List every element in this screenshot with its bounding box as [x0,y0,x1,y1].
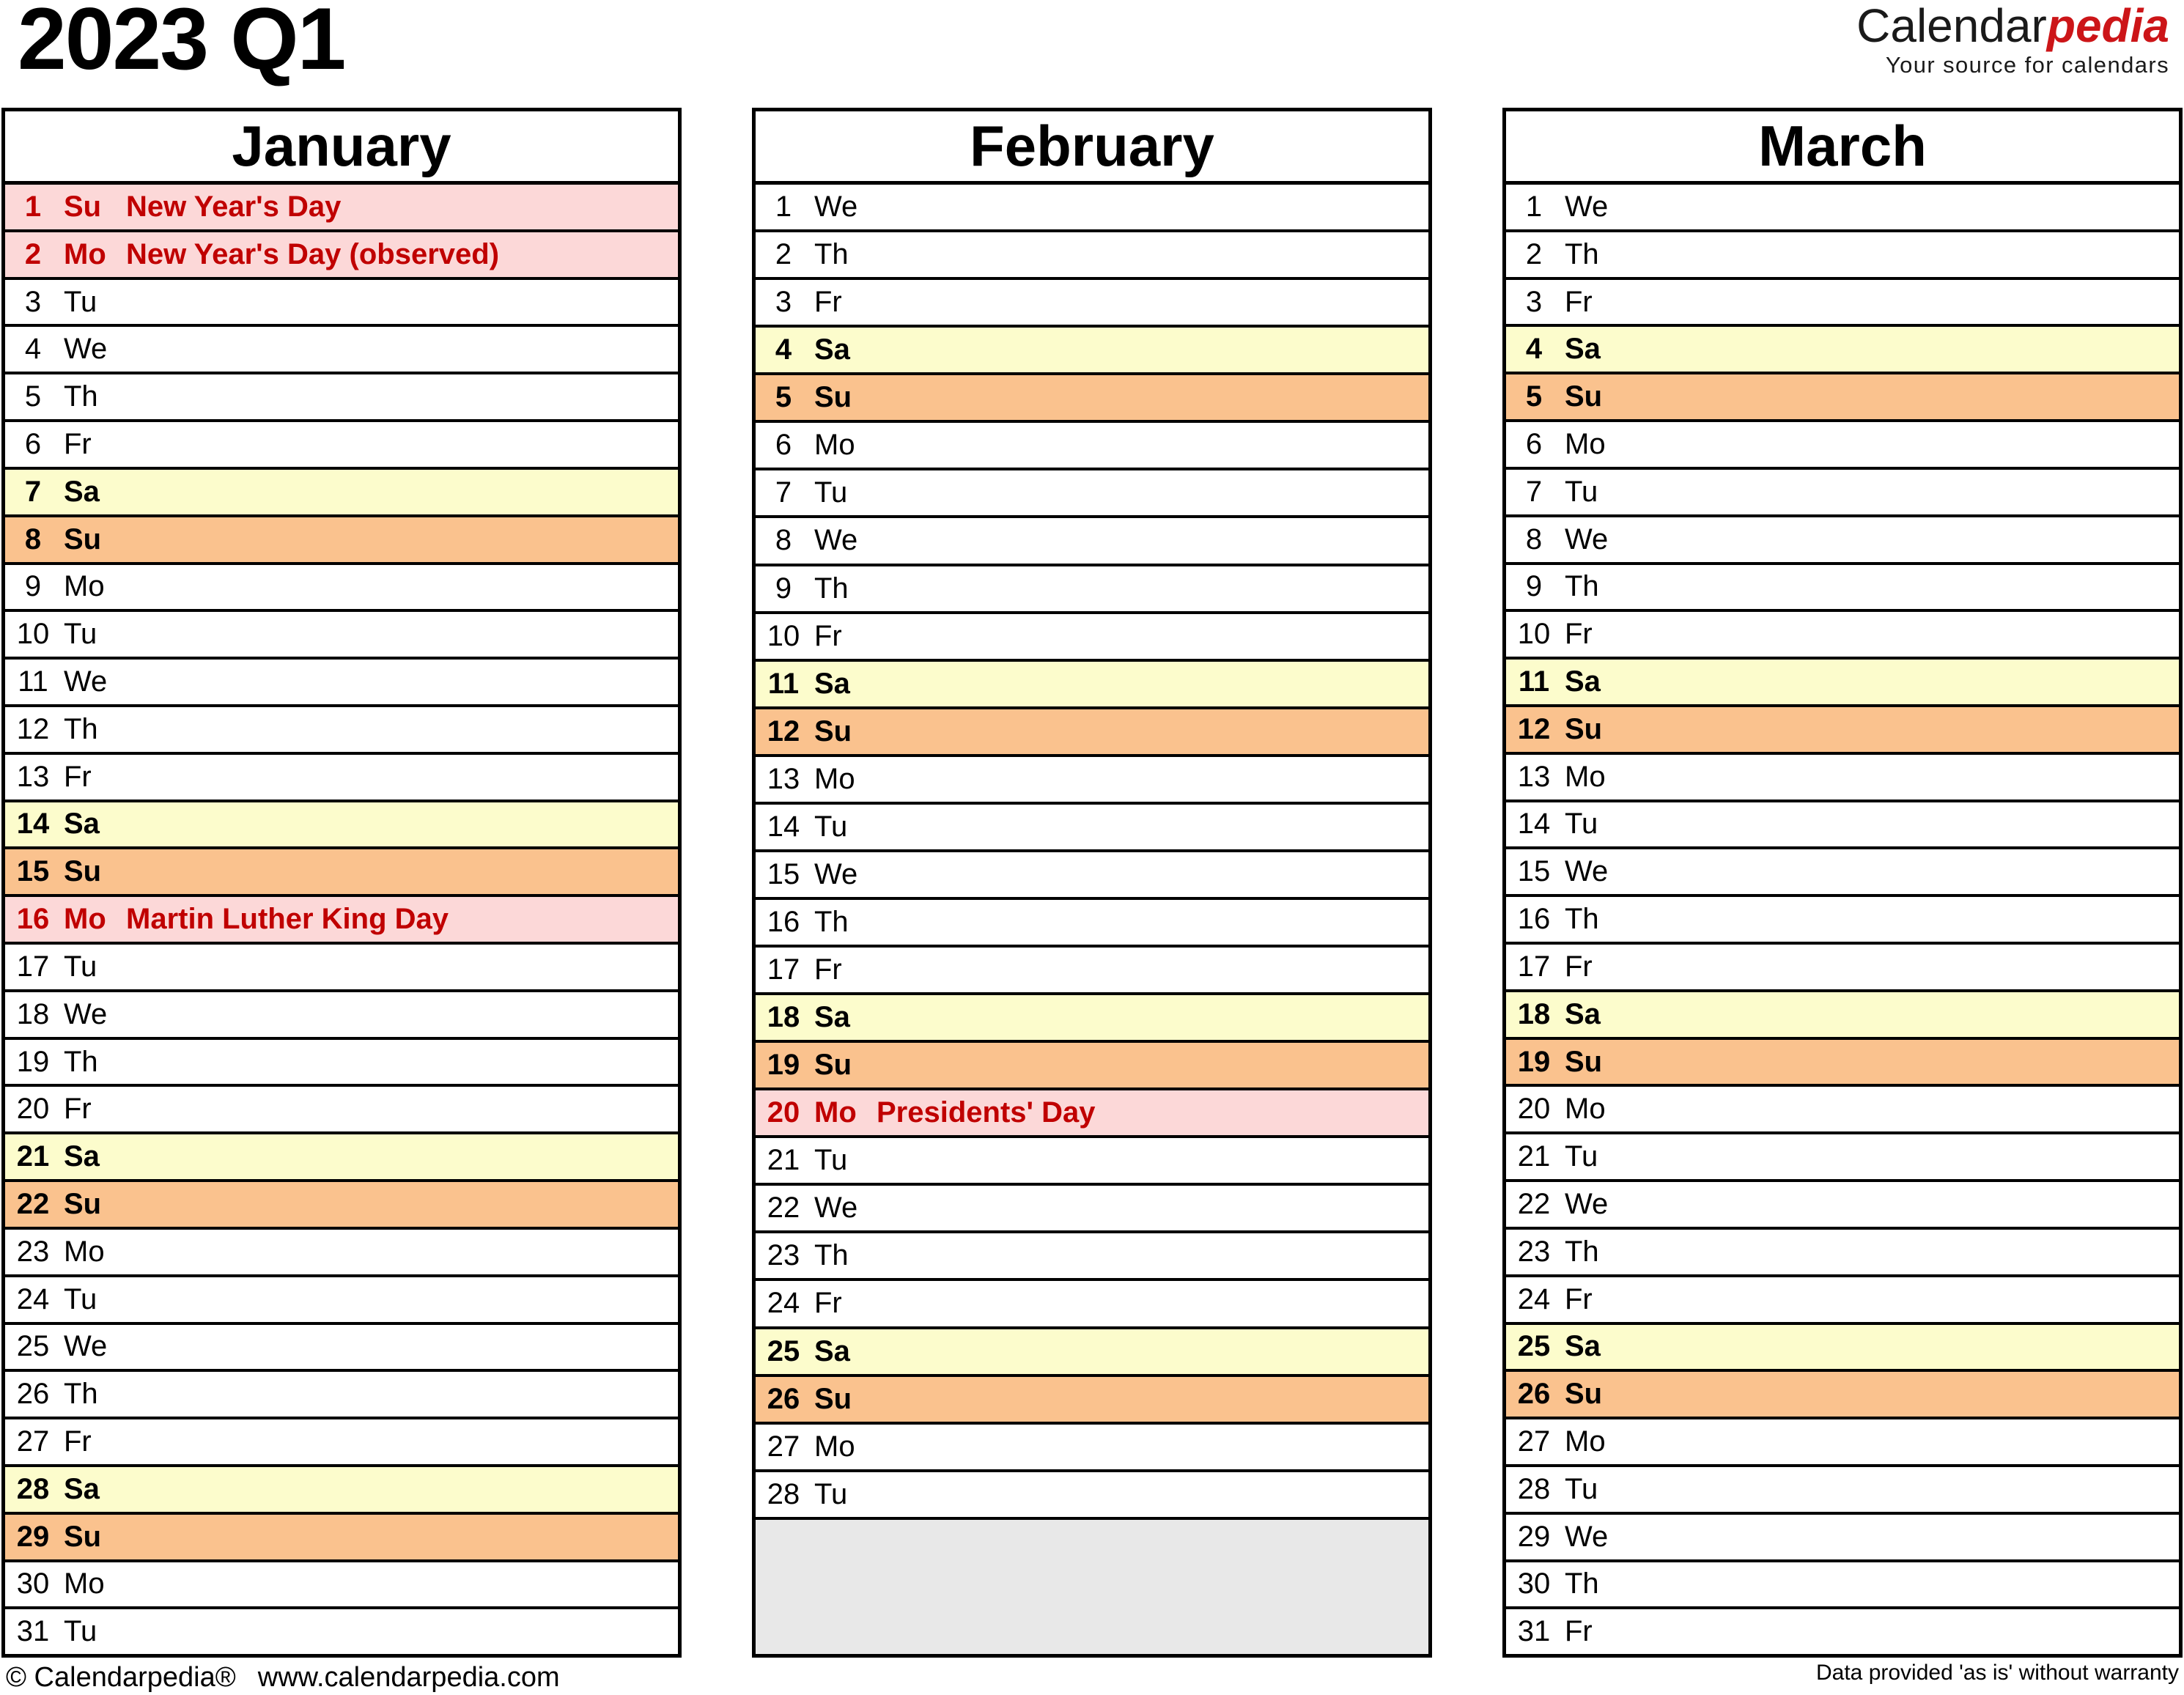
weekday-abbrev: Tu [64,285,97,318]
weekday-abbrev: We [64,1330,108,1363]
day-row-march-7 [1506,470,2179,517]
day-row-january-21 [5,1134,678,1182]
day-row-january-6 [5,422,678,470]
day-number: 31 [1517,1615,1551,1648]
day-number: 1 [24,190,42,223]
month-column-march [1502,108,2183,1658]
day-number: 5 [775,381,792,414]
day-row-january-7 [5,470,678,517]
day-list-january [5,185,678,1654]
day-row-march-16 [1506,897,2179,945]
day-row-march-10 [1506,612,2179,660]
day-number: 7 [775,476,792,509]
weekday-abbrev: Su [814,714,852,747]
day-number: 25 [1517,1330,1551,1363]
day-number: 25 [767,1334,800,1367]
weekday-abbrev: We [1565,855,1609,888]
day-number: 28 [767,1477,800,1510]
day-row-march-8 [1506,517,2179,565]
day-number: 10 [1517,618,1551,651]
weekday-abbrev: Mo [814,1430,855,1463]
weekday-abbrev: Th [1565,570,1599,603]
day-number: 13 [16,760,50,793]
day-row-march-22 [1506,1182,2179,1230]
weekday-abbrev: Tu [1565,808,1598,841]
day-row-january-24 [5,1277,678,1325]
day-row-january-29 [5,1515,678,1562]
day-number: 24 [1517,1282,1551,1315]
weekday-abbrev: Fr [1565,285,1593,318]
day-number: 16 [1517,903,1551,936]
day-row-march-29 [1506,1515,2179,1562]
weekday-abbrev: Su [1565,1378,1603,1411]
day-row-january-5 [5,374,678,422]
weekday-abbrev: Tu [64,618,97,651]
weekday-abbrev: We [814,191,858,224]
day-number: 1 [1525,190,1543,223]
weekday-abbrev: Mo [64,237,106,270]
day-row-march-24 [1506,1277,2179,1325]
weekday-abbrev: Sa [814,1001,850,1034]
weekday-abbrev: We [64,997,108,1030]
day-number: 4 [1525,333,1543,366]
weekday-abbrev: We [64,665,108,698]
day-row-march-14 [1506,802,2179,850]
weekday-abbrev: Fr [1565,1615,1593,1648]
day-number: 23 [767,1239,800,1272]
day-row-march-17 [1506,945,2179,992]
logo-tagline: Your source for calendars [1885,52,2169,78]
page-title: 2023 Q1 [18,0,345,88]
day-number: 23 [16,1235,50,1268]
day-row-march-18 [1506,992,2179,1040]
day-number: 29 [1517,1520,1551,1553]
weekday-abbrev: Fr [1565,618,1593,651]
weekday-abbrev: Th [64,1045,98,1078]
day-number: 25 [16,1330,50,1363]
day-row-january-30 [5,1562,678,1610]
day-row-january-4 [5,327,678,374]
weekday-abbrev: We [814,857,858,890]
calendarpedia-url-link[interactable]: www.calendarpedia.com [257,1662,560,1693]
day-row-march-6 [1506,422,2179,470]
weekday-abbrev: Su [64,1520,102,1553]
day-number: 7 [1525,475,1543,508]
day-number: 13 [767,762,800,795]
day-row-february-4 [756,328,1428,375]
day-number: 27 [16,1425,50,1458]
weekday-abbrev: Tu [64,1615,97,1648]
day-row-march-2 [1506,232,2179,280]
day-row-january-13 [5,755,678,802]
day-number: 4 [775,333,792,366]
day-row-march-1 [1506,185,2179,232]
holiday-label: Martin Luther King Day [126,903,449,936]
weekday-abbrev: Mo [1565,760,1606,793]
day-number: 19 [767,1049,800,1082]
day-row-february-25 [756,1329,1428,1377]
day-number: 19 [16,1045,50,1078]
weekday-abbrev: Tu [64,1282,97,1315]
weekday-abbrev: Fr [1565,950,1593,983]
day-row-february-2 [756,232,1428,280]
weekday-abbrev: Su [1565,1045,1603,1078]
day-number: 23 [1517,1235,1551,1268]
weekday-abbrev: Tu [1565,475,1598,508]
day-number: 18 [1517,997,1551,1030]
day-row-february-16 [756,900,1428,948]
day-number: 20 [16,1093,50,1126]
weekday-abbrev: Th [814,1239,849,1272]
day-number: 3 [24,285,42,318]
weekday-abbrev: Mo [64,1567,105,1600]
weekday-abbrev: Mo [814,1096,857,1129]
day-row-january-26 [5,1372,678,1419]
weekday-abbrev: Mo [64,1235,105,1268]
day-number: 6 [775,429,792,462]
holiday-label: New Year's Day [126,190,342,223]
day-row-february-23 [756,1233,1428,1281]
day-row-february-22 [756,1186,1428,1233]
day-number: 28 [1517,1472,1551,1505]
day-number: 19 [1517,1045,1551,1078]
day-row-march-13 [1506,755,2179,802]
day-number: 3 [775,286,792,319]
weekday-abbrev: Sa [814,1334,850,1367]
day-list-march [1506,185,2179,1654]
weekday-abbrev: Mo [64,570,105,603]
day-number: 15 [1517,855,1551,888]
day-row-february-26 [756,1377,1428,1425]
day-number: 31 [16,1615,50,1648]
weekday-abbrev: Th [1565,1567,1599,1600]
day-row-march-26 [1506,1372,2179,1419]
weekday-abbrev: Th [814,905,849,938]
weekday-abbrev: Mo [1565,1425,1606,1458]
day-row-march-28 [1506,1467,2179,1515]
day-row-february-14 [756,805,1428,852]
day-number: 29 [16,1520,50,1553]
day-number: 21 [767,1144,800,1177]
calendarpedia-logo [1856,1,2169,78]
day-number: 5 [24,380,42,413]
day-row-january-12 [5,707,678,755]
footer-disclaimer: Data provided 'as is' without warranty [1815,1661,2179,1685]
day-list-february [756,185,1428,1654]
day-number: 4 [24,333,42,366]
day-row-february-18 [756,995,1428,1043]
weekday-abbrev: Su [64,1187,102,1220]
day-row-january-25 [5,1325,678,1373]
day-row-february-9 [756,566,1428,614]
day-row-february-1 [756,185,1428,232]
day-number: 14 [1517,808,1551,841]
weekday-abbrev: Su [64,190,102,223]
day-row-february-19 [756,1043,1428,1090]
day-number: 17 [767,953,800,986]
month-column-february [752,108,1432,1658]
weekday-abbrev: Fr [814,953,842,986]
day-number: 26 [767,1382,800,1415]
day-row-march-9 [1506,565,2179,613]
day-row-march-25 [1506,1325,2179,1373]
day-number: 8 [24,522,42,555]
weekday-abbrev: Su [1565,712,1603,745]
day-row-february-3 [756,280,1428,328]
logo-brand-black: Calendar [1856,0,2047,52]
logo-brand-red: pedia [2046,0,2169,52]
weekday-abbrev: Th [64,712,98,745]
day-row-january-16 [5,897,678,945]
day-row-january-27 [5,1419,678,1467]
day-number: 18 [767,1001,800,1034]
day-row-february-20 [756,1090,1428,1138]
day-row-march-31 [1506,1609,2179,1654]
weekday-abbrev: Tu [814,810,848,843]
weekday-abbrev: Mo [814,429,855,462]
day-number: 14 [767,810,800,843]
day-number: 10 [16,618,50,651]
day-row-march-12 [1506,707,2179,755]
weekday-abbrev: Tu [1565,1140,1598,1173]
day-row-january-31 [5,1609,678,1654]
day-number: 11 [767,667,800,700]
day-number: 9 [775,572,792,605]
weekday-abbrev: Su [64,855,102,888]
day-row-january-17 [5,945,678,992]
day-number: 28 [16,1472,50,1505]
logo-brand [1856,1,2169,51]
weekday-abbrev: Fr [64,427,92,460]
day-number: 7 [24,475,42,508]
day-row-march-3 [1506,280,2179,328]
day-number: 20 [1517,1093,1551,1126]
month-column-january [1,108,682,1658]
day-row-march-4 [1506,327,2179,374]
day-row-january-8 [5,517,678,565]
day-number: 22 [16,1187,50,1220]
day-row-february-5 [756,375,1428,423]
weekday-abbrev: Th [1565,903,1599,936]
day-row-march-27 [1506,1419,2179,1467]
day-number: 16 [16,903,50,936]
day-number: 10 [767,619,800,652]
day-row-january-23 [5,1230,678,1277]
weekday-abbrev: Mo [1565,427,1606,460]
weekday-abbrev: Th [64,1378,98,1411]
day-row-february-10 [756,614,1428,662]
day-row-february-17 [756,948,1428,995]
day-row-february-27 [756,1425,1428,1472]
day-number: 11 [1518,665,1550,698]
day-number: 24 [767,1287,800,1320]
day-number: 26 [1517,1378,1551,1411]
day-number: 3 [1525,285,1543,318]
day-number: 22 [767,1192,800,1225]
day-row-february-28 [756,1472,1428,1520]
day-number: 8 [775,524,792,557]
day-row-march-15 [1506,849,2179,897]
day-row-march-30 [1506,1562,2179,1610]
day-row-february-24 [756,1281,1428,1329]
weekday-abbrev: Fr [1565,1282,1593,1315]
day-row-february-8 [756,518,1428,566]
month-title-march: March [1506,111,2179,185]
day-number: 16 [767,905,800,938]
day-number: 17 [1517,950,1551,983]
month-title-february: February [756,111,1428,185]
weekday-abbrev: Tu [814,1144,848,1177]
day-number: 20 [767,1096,800,1129]
day-number: 9 [1525,570,1543,603]
day-row-march-21 [1506,1134,2179,1182]
day-number: 13 [1517,760,1551,793]
weekday-abbrev: Sa [64,1140,100,1173]
weekday-abbrev: Su [1565,380,1603,413]
weekday-abbrev: Sa [1565,333,1601,366]
month-title-january: January [5,111,678,185]
day-number: 1 [775,191,792,224]
footer-left [6,1662,560,1694]
day-row-march-20 [1506,1087,2179,1134]
day-row-january-14 [5,802,678,850]
day-row-january-9 [5,565,678,613]
weekday-abbrev: Su [814,1382,852,1415]
day-number: 11 [18,665,48,698]
day-row-march-5 [1506,374,2179,422]
day-row-january-18 [5,992,678,1040]
day-number: 17 [16,950,50,983]
weekday-abbrev: Mo [64,903,106,936]
weekday-abbrev: Th [1565,237,1599,270]
weekday-abbrev: We [1565,190,1609,223]
day-row-january-28 [5,1467,678,1515]
day-number: 5 [1525,380,1543,413]
weekday-abbrev: Sa [1565,665,1601,698]
weekday-abbrev: Fr [814,286,842,319]
day-number: 9 [24,570,42,603]
day-number: 12 [767,714,800,747]
weekday-abbrev: Sa [814,667,850,700]
weekday-abbrev: Th [814,238,849,271]
day-row-january-3 [5,280,678,328]
weekday-abbrev: Su [814,1049,852,1082]
day-row-january-22 [5,1182,678,1230]
weekday-abbrev: Tu [814,1477,848,1510]
weekday-abbrev: We [64,333,108,366]
weekday-abbrev: Sa [64,808,100,841]
day-number: 26 [16,1378,50,1411]
day-number: 30 [16,1567,50,1600]
weekday-abbrev: Fr [64,1093,92,1126]
day-number: 21 [1517,1140,1551,1173]
weekday-abbrev: Fr [814,619,842,652]
weekday-abbrev: Sa [814,333,850,366]
day-row-february-7 [756,470,1428,518]
weekday-abbrev: Su [814,381,852,414]
weekday-abbrev: Sa [64,475,100,508]
day-number: 12 [16,712,50,745]
day-row-february-21 [756,1138,1428,1186]
day-number: 30 [1517,1567,1551,1600]
weekday-abbrev: Mo [814,762,855,795]
day-number: 6 [24,427,42,460]
day-number: 6 [1525,427,1543,460]
day-row-february-13 [756,757,1428,805]
weekday-abbrev: Tu [64,950,97,983]
copyright-text: © Calendarpedia® [6,1662,236,1693]
day-number: 8 [1525,522,1543,555]
day-number: 27 [767,1430,800,1463]
weekday-abbrev: Tu [814,476,848,509]
day-row-january-19 [5,1040,678,1087]
weekday-abbrev: We [814,1192,858,1225]
day-number: 2 [775,238,792,271]
day-row-march-23 [1506,1230,2179,1277]
weekday-abbrev: Th [814,572,849,605]
day-row-january-11 [5,660,678,707]
day-row-february-12 [756,709,1428,757]
weekday-abbrev: Fr [64,1425,92,1458]
day-row-january-1 [5,185,678,232]
day-row-february-11 [756,662,1428,709]
day-number: 22 [1517,1187,1551,1220]
day-number: 21 [16,1140,50,1173]
empty-filler-february [756,1520,1428,1654]
weekday-abbrev: Fr [814,1287,842,1320]
weekday-abbrev: Fr [64,760,92,793]
day-number: 15 [767,857,800,890]
weekday-abbrev: Sa [1565,1330,1601,1363]
day-row-february-6 [756,423,1428,470]
weekday-abbrev: Su [64,522,102,555]
day-number: 2 [24,237,42,270]
day-number: 18 [16,997,50,1030]
weekday-abbrev: Th [64,380,98,413]
day-row-january-20 [5,1087,678,1134]
weekday-abbrev: We [1565,522,1609,555]
weekday-abbrev: Mo [1565,1093,1606,1126]
weekday-abbrev: Sa [1565,997,1601,1030]
day-row-january-15 [5,849,678,897]
day-number: 15 [16,855,50,888]
day-row-january-10 [5,612,678,660]
weekday-abbrev: We [1565,1187,1609,1220]
day-number: 2 [1525,237,1543,270]
holiday-label: New Year's Day (observed) [126,237,500,270]
weekday-abbrev: We [814,524,858,557]
day-row-march-11 [1506,660,2179,707]
day-row-march-19 [1506,1040,2179,1087]
day-number: 24 [16,1282,50,1315]
day-number: 12 [1517,712,1551,745]
weekday-abbrev: Sa [64,1472,100,1505]
day-number: 14 [16,808,50,841]
day-row-february-15 [756,852,1428,900]
holiday-label: Presidents' Day [877,1096,1096,1129]
weekday-abbrev: Tu [1565,1472,1598,1505]
day-number: 27 [1517,1425,1551,1458]
weekday-abbrev: Th [1565,1235,1599,1268]
day-row-january-2 [5,232,678,280]
weekday-abbrev: We [1565,1520,1609,1553]
